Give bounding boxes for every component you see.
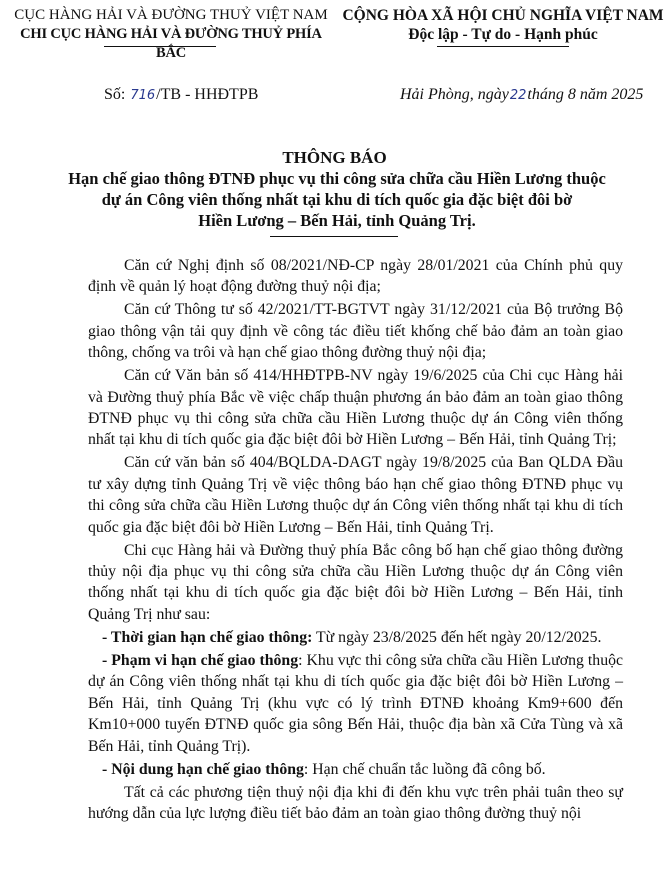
issuing-agency-block <box>10 6 332 63</box>
announcement-paragraph: Chi cục Hàng hải và Đường thuỷ phía Bắc công bố hạn chế giao thông đường thủy nội địa phục vụ thi công sửa chữa cầu Hiền Lương thuộc dự án Công viên thống nhất tại khu di tích quốc gia đặc biệt đôi bờ Hiền Lương – Bến Hải, tỉnh Quảng Trị như sau: <box>88 541 623 623</box>
document-subject <box>44 168 630 231</box>
agency-underline <box>104 46 216 47</box>
restriction-content-item <box>88 759 623 780</box>
date-day-handwritten: 22 <box>509 88 527 103</box>
legal-basis-request: Căn cứ văn bản số 404/BQLDA-DAGT ngày 19/8/2025 của Ban QLDA Đầu tư xây dựng tỉnh Quảng Trị về việc thông báo hạn chế giao thông ĐTNĐ phục vụ thi công sửa chữa cầu Hiền Lương thuộc dự án Công viên thống nhất tại khu di tích quốc gia đặc biệt đôi bờ Hiền Lương – Bến Hải, tỉnh Quảng Trị. <box>88 454 623 536</box>
legal-basis-circular: Căn cứ Thông tư số 42/2021/TT-BGTVT ngày 31/12/2021 của Bộ trưởng Bộ giao thông vận tải quy định về công tác điều tiết khống chế bảo đảm an toàn giao thông, chống va trôi và hạn chế giao thông đường thuỷ nội địa; <box>88 301 623 362</box>
subject-underline <box>270 236 398 237</box>
date-suffix: tháng 8 năm 2025 <box>527 86 644 103</box>
national-header-block <box>338 6 668 44</box>
restriction-time-text: Từ ngày 23/8/2025 đến hết ngày 20/12/2025. <box>312 628 602 646</box>
issuing-agency-name: CHI CỤC HÀNG HẢI VÀ ĐƯỜNG THUỶ PHÍA BẮC <box>20 26 322 61</box>
restriction-time-item <box>88 627 623 648</box>
restriction-content-text: : Hạn chế chuẩn tắc luồng đã công bố. <box>303 760 546 778</box>
doc-number-handwritten: 716 <box>130 88 156 103</box>
doc-number-prefix: Số: <box>104 86 126 103</box>
doc-number-suffix: /TB - HHĐTPB <box>156 86 259 103</box>
compliance-paragraph: Tất cả các phương tiện thuỷ nội địa khi đi đến khu vực trên phải tuân theo sự hướng dẫn của lực lượng điều tiết bảo đảm an toàn giao thông đường thuỷ nội <box>88 783 623 822</box>
document-number <box>104 86 258 104</box>
subject-line-3: Hiền Lương – Bến Hải, tỉnh Quảng Trị. <box>198 211 476 230</box>
restriction-time-label: - Thời gian hạn chế giao thông: <box>102 628 313 646</box>
national-motto: Độc lập - Tự do - Hạnh phúc <box>408 26 598 43</box>
document-title: THÔNG BÁO <box>282 148 387 167</box>
date-line <box>400 86 643 104</box>
document-body <box>88 255 623 826</box>
date-prefix: Hải Phòng, ngày <box>400 86 509 103</box>
restriction-scope-item <box>88 650 623 757</box>
restriction-scope-label: - Phạm vi hạn chế giao thông <box>102 651 299 669</box>
parent-agency-name: CỤC HÀNG HẢI VÀ ĐƯỜNG THUỶ VIỆT NAM <box>14 7 328 23</box>
restriction-scope-text: : Khu vực thi công sửa chữa cầu Hiền Lương thuộc dự án Công viên thống nhất tại khu di tích quốc gia đặc biệt đôi bờ Hiền Lương – Bến Hải, tỉnh Quảng Trị (khu vực có lý trình ĐTNĐ khoảng Km9+600 đến Km10+000 tuyến ĐTNĐ quốc gia sông Bến Hải, thuộc địa bàn xã Cửa Tùng và xã Bến Hải, tỉnh Quảng Trị). <box>88 651 623 755</box>
subject-line-2: dự án Công viên thống nhất tại khu di tích quốc gia đặc biệt đôi bờ <box>101 190 573 209</box>
legal-basis-decree: Căn cứ Nghị định số 08/2021/NĐ-CP ngày 28/01/2021 của Chính phủ quy định về quản lý hoạt động đường thuỷ nội địa; <box>88 257 623 296</box>
restriction-content-label: - Nội dung hạn chế giao thông <box>102 760 304 778</box>
motto-underline <box>437 46 569 47</box>
republic-name: CỘNG HÒA XÃ HỘI CHỦ NGHĨA VIỆT NAM <box>342 7 664 24</box>
legal-basis-approval: Căn cứ Văn bản số 414/HHĐTPB-NV ngày 19/6/2025 của Chi cục Hàng hải và Đường thuỷ phía Bắc về việc chấp thuận phương án bảo đảm an toàn giao thông ĐTNĐ phục vụ thi công sửa chữa cầu Hiền Lương thuộc dự án Công viên thống nhất tại khu di tích quốc gia đặc biệt đôi bờ Hiền Lương – Bến Hải, tỉnh Quảng Trị; <box>88 367 623 449</box>
subject-line-1: Hạn chế giao thông ĐTNĐ phục vụ thi công sửa chữa cầu Hiền Lương thuộc <box>68 169 606 188</box>
